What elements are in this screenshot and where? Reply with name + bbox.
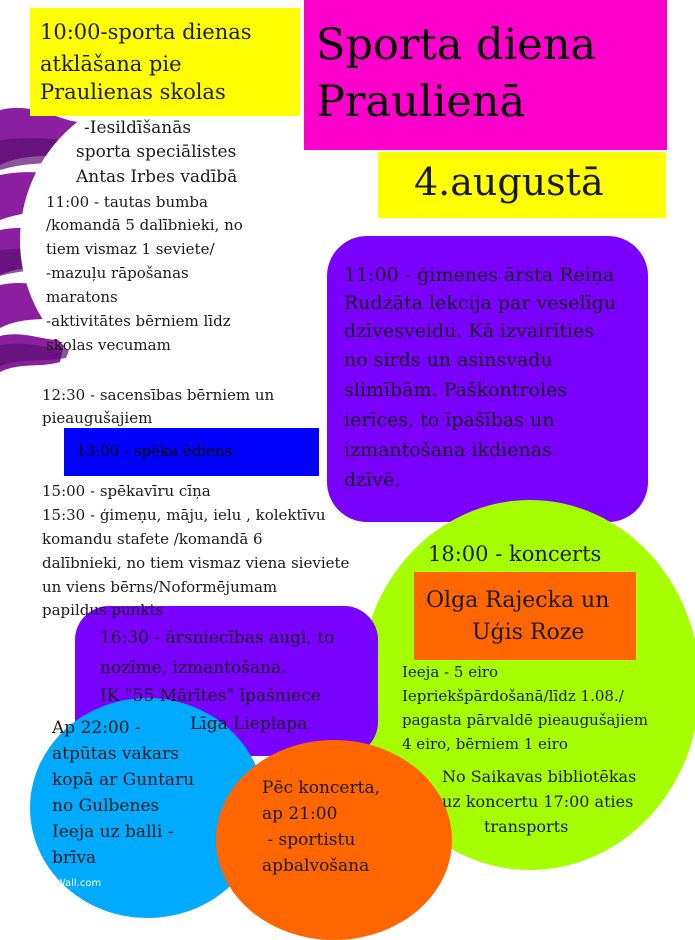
lecture-line: Rudzāta lekcija par veselīgu [344, 292, 616, 314]
lecture-line: ierīces, to īpašības un [344, 409, 555, 431]
awards-line: apbalvošana [262, 856, 370, 876]
evening-line: no Gulbenes [52, 796, 160, 816]
transport-line: uz koncertu 17:00 aties [442, 792, 634, 811]
morning-line: skolas vecumam [46, 336, 171, 354]
title-line-1: Sporta diena [316, 20, 597, 70]
morning-line: 11:00 - tautas bumba [46, 193, 208, 211]
afternoon-line: papildus punkts [42, 601, 164, 619]
afternoon-line: dalībnieki, no tiem vismaz viena sieviete [42, 554, 350, 572]
concert-heading: 18:00 - koncerts [428, 542, 602, 566]
performers-box [414, 572, 636, 660]
evening-line: Ieeja uz balli - [52, 822, 174, 842]
awards-line: Pēc koncerta, [262, 778, 380, 798]
evening-line: kopā ar Guntaru [52, 770, 195, 790]
tickets-line: 4 eiro, bērniem 1 eiro [402, 735, 568, 753]
herbs-line: IK "55 Mārītes" īpašniece [100, 686, 321, 706]
competitions-line: pieaugušajiem [42, 409, 153, 427]
transport-line: transports [484, 817, 569, 836]
awards-line: - sportistu [262, 830, 356, 850]
afternoon-line: 15:30 - ģimeņu, māju, ielu , kolektīvu [42, 506, 326, 524]
evening-line: atpūtas vakars [52, 744, 179, 764]
warmup-line-1: -Iesildīšanās [84, 118, 192, 138]
evening-line: Ap 22:00 - [52, 718, 141, 738]
tickets-line: Iepriekšpārdošanā/līdz 1.08./ [402, 687, 624, 705]
footer-credit[interactable]: PosterMyWall.com [10, 878, 102, 889]
tickets-line: pagasta pārvaldē pieaugušajiem [402, 711, 649, 729]
warmup-line-3: Antas Irbes vadībā [76, 167, 238, 187]
lecture-line: 11:00 - ģimenes ārsta Reiņa [344, 264, 615, 286]
morning-line: maratons [46, 288, 118, 306]
afternoon-line: komandu stafete /komandā 6 [42, 530, 263, 548]
afternoon-line: un viens bērns/Noformējumam [42, 578, 278, 596]
lecture-line: dzīvesveidu. Kā izvairīties [344, 320, 595, 342]
herbs-line: nozīme, izmantošana. [100, 658, 287, 678]
performers-line-2: Uģis Roze [472, 620, 585, 645]
lecture-line: dzīvē. [344, 469, 401, 491]
opening-line-2: atklāšana pie [40, 52, 182, 76]
lecture-line: slimībām. Paškontroles [344, 379, 568, 401]
opening-line-1: 10:00-sporta dienas [40, 20, 252, 44]
afternoon-line: 15:00 - spēkavīru cīņa [42, 482, 211, 500]
date: 4.augustā [414, 160, 604, 204]
competitions-line: 12:30 - sacensības bērniem un [42, 386, 275, 404]
evening-line: brīva [52, 848, 97, 868]
herbs-line: 16:30 - ārsniecības augi, to [100, 628, 335, 648]
morning-line: -aktivitātes bērniem līdz [46, 312, 231, 330]
title-line-2: Praulienā [316, 77, 526, 127]
tickets-line: Ieeja - 5 eiro [402, 663, 499, 681]
opening-line-3: Praulienas skolas [40, 80, 226, 104]
lecture-line: no sirds un asinsvadu [344, 349, 553, 371]
strength-meal: 13:00 - spēka ēdiens [76, 442, 233, 460]
transport-line: No Saikavas bibliotēkas [442, 767, 637, 786]
morning-line: /komandā 5 dalībnieki, no [46, 216, 243, 234]
awards-line: ap 21:00 [262, 804, 338, 824]
lecture-line: izmantošana ikdienas [344, 439, 552, 461]
morning-line: tiem vismaz 1 seviete/ [46, 240, 215, 258]
warmup-line-2: sporta speciālistes [76, 142, 237, 162]
performers-line-1: Olga Rajecka un [426, 588, 610, 613]
herbs-line: Līga Lieplapa [190, 714, 308, 734]
morning-line: -mazuļu rāpošanas [46, 264, 189, 282]
